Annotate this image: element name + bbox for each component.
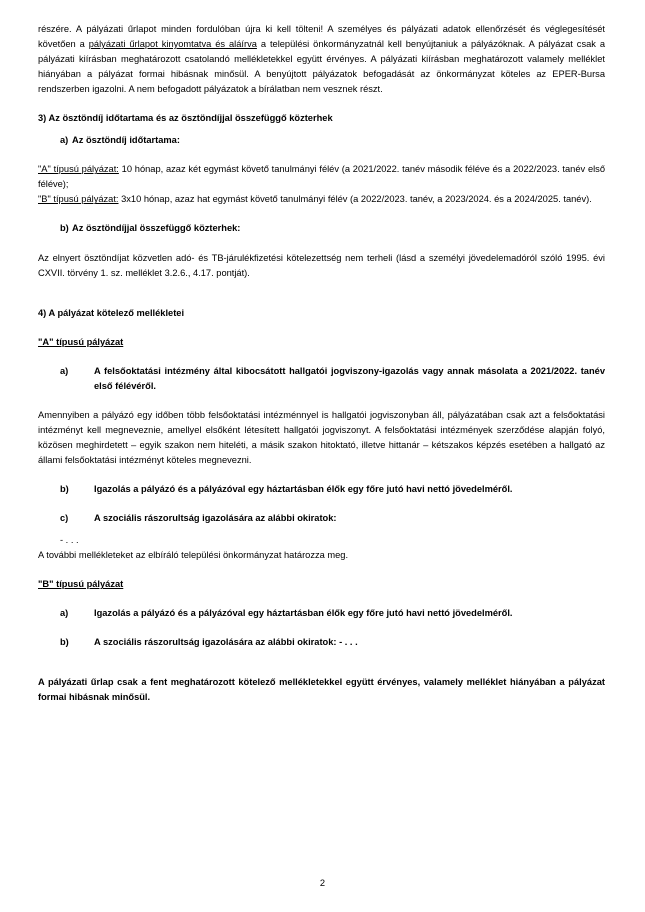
section-4-type-a-item-c [38,511,605,526]
intro-paragraph: részére. A pályázati űrlapot minden fordulóban újra ki kell tölteni! A személyes és pályázati adatok ellenőrzését és véglegesítését követően a pályázati űrlapot kinyomtatva és aláírva a települési önkormányzatnál kell benyújtaniuk a pályázóknak. A pályázat csak a pályázati kiírásban meghatározott csatolandó mellékletekkel együtt érvényes. A pályázati kiírásban meghatározott valamely melléklet hiányában a pályázat formai hibásnak minősül. A benyújtott pályázatok befogadását az önkormányzat köteles az EPER-Bursa rendszerben igazolni. A nem befogadott pályázatok a bírálatban nem vesznek részt. [38,24,606,95]
section-4-type-a-item-c-text: A szociális rászorultság igazolására az alábbi okiratok: [94,513,337,524]
type-b-duration-text: 3x10 hónap, azaz hat egymást követő tanulmányi félév (a 2022/2023. tanév, a 2023/2024. és a 2024/2025. tanév). [118,194,592,205]
section-3-item-a [38,133,605,148]
section-3-b-paragraph: Az elnyert ösztöndíjat közvetlen adó- és TB-járulékfizetési kötelezettség nem terheli (lásd a személyi jövedelemadóról szóló 1995. évi CXVII. törvény 1. sz. melléklet 3.2.6., 4.17. pontját). [38,252,605,278]
document-body [38,22,605,705]
section-4-type-a-item-c-marker: c) [60,513,69,524]
section-4-type-a-item-b-marker: b) [60,483,69,494]
section-4-type-a-item-b-text: Igazolás a pályázó és a pályázóval egy háztartásban élők egy főre jutó havi nettó jövedelméről. [94,483,513,494]
section-4-type-b-item-a [38,606,605,621]
section-4-heading: 4) A pályázat kötelező mellékletei [38,307,185,318]
section-4-type-b-item-a-text: Igazolás a pályázó és a pályázóval egy háztartásban élők egy főre jutó havi nettó jövedelméről. [94,608,513,619]
page-number: 2 [319,878,326,888]
section-3-heading: 3) Az ösztöndíj időtartama és az ösztöndíjjal összefüggő közterhek [38,113,333,124]
section-4-type-b-item-b-marker: b) [60,637,69,648]
section-4-type-a-heading: "A" típusú pályázat [38,336,124,347]
section-3-item-b [38,221,605,236]
type-b-duration [38,192,605,207]
section-4-type-b-item-a-marker: a) [60,608,69,619]
section-4-further-attachments: A további mellékleteket az elbíráló települési önkormányzat határozza meg. [38,550,349,561]
type-a-duration-text: 10 hónap, azaz két egymást követő tanulmányi félév (a 2021/2022. tanév második féléve és a 2022/2023. tanév első féléve); [38,164,605,190]
intro-underlined-phrase: pályázati űrlapot kinyomtatva és aláírva [88,39,257,50]
section-4-type-a-item-b [38,482,605,497]
section-4-type-a-item-a [38,364,605,394]
type-a-duration [38,162,605,192]
section-4-type-a-dash: - . . . [60,535,79,546]
section-3-item-a-marker: a) [60,135,69,146]
section-4-type-a-note: Amennyiben a pályázó egy időben több felsőoktatási intézménnyel is hallgatói jogviszonyban áll, pályázatában csak azt a felsőoktatási intézményt kell megneveznie, amellyel elsőként létesített hallgatói jogviszonyt. A felsőoktatási intézmények szerződése alapján folyó, közösen meghirdetett – egyik szakon nem hiteléti, a másik szakon hitoktató, illetve hittanár – kétszakos képzés esetében a hallgató az állami felsőoktatási intézményt köteles megnevezni. [38,409,605,465]
section-4-closing-paragraph: A pályázati űrlap csak a fent meghatározott kötelező mellékletekkel együtt érvényes, valamely melléklet hiányában a pályázat formai hibásnak minősül. [38,677,605,703]
section-4-type-b-item-b [38,635,605,650]
section-4-type-b-heading: "B" típusú pályázat [38,579,124,590]
type-a-duration-label: "A" típusú pályázat: [38,164,119,175]
section-4-type-b-item-b-text: A szociális rászorultság igazolására az alábbi okiratok: - . . . [94,637,358,648]
section-3-item-b-title: Az ösztöndíjjal összefüggő közterhek: [72,223,241,234]
section-4-type-a-item-a-marker: a) [60,365,69,376]
section-3-item-b-marker: b) [60,223,69,234]
section-4-type-a-item-a-text: A felsőoktatási intézmény által kibocsátott hallgatói jogviszony-igazolás vagy annak másolata a 2021/2022. tanév első félévéről. [94,365,605,391]
section-3-item-a-title: Az ösztöndíj időtartama: [72,135,180,146]
type-b-duration-label: "B" típusú pályázat: [38,194,119,205]
